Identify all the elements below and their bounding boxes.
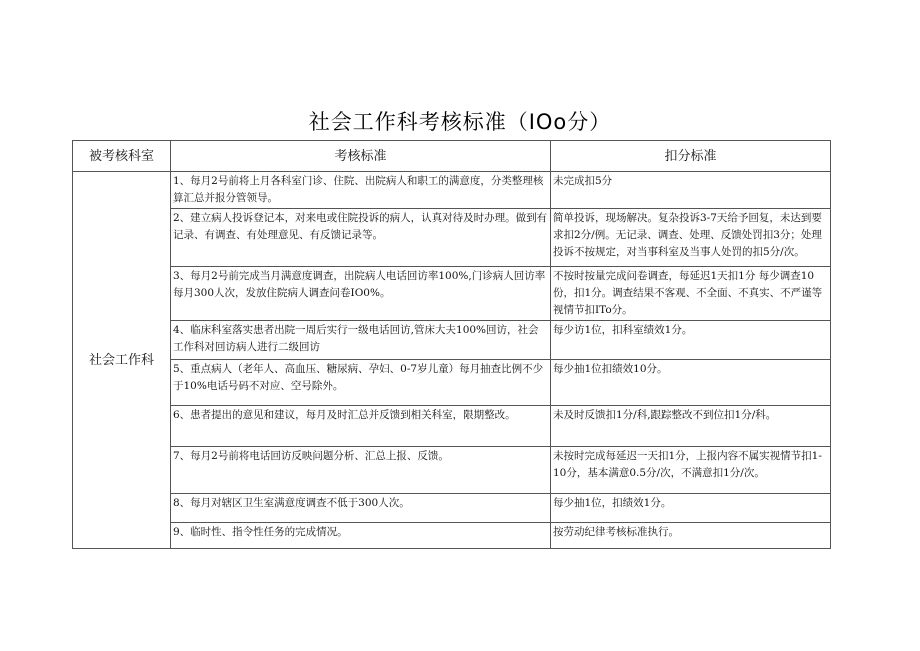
department-cell: 社会工作科 (73, 172, 171, 549)
table-row (73, 209, 831, 267)
criteria-cell: 8、每月对辖区卫生室满意度调查不低于300人次。 (171, 494, 551, 523)
criteria-cell: 9、临时性、指令性任务的完成情况。 (171, 523, 551, 549)
deduction-cell: 每少抽1位扣绩效10分。 (551, 360, 831, 406)
deduction-cell: 未按时完成每延迟一天扣1分，上报内容不属实视情节扣1-10分，基本满意0.5分/次，不满意扣1分/次。 (551, 447, 831, 494)
assessment-table (72, 140, 831, 549)
table-row (73, 172, 831, 209)
table-row (73, 494, 831, 523)
deduction-cell: 每少抽1位，扣绩效1分。 (551, 494, 831, 523)
deduction-cell: 不按时按量完成问卷调查，每延迟1天扣1分 每少调查10份，扣1分。调查结果不客观、不全面、不真实、不严谨等视情节扣ITo分。 (551, 267, 831, 321)
table-row (73, 523, 831, 549)
table-row (73, 267, 831, 321)
criteria-cell: 1、每月2号前将上月各科室门诊、住院、出院病人和职工的满意度，分类整理核算汇总并报分管领导。 (171, 172, 551, 209)
header-criteria: 考核标准 (171, 141, 551, 172)
criteria-cell: 3、每月2号前完成当月满意度调查，出院病人电话回访率100%,门诊病人回访率每月300人次，发放住院病人调查问卷IO0%。 (171, 267, 551, 321)
criteria-cell: 6、患者提出的意见和建议，每月及时汇总并反馈到相关科室，限期整改。 (171, 406, 551, 447)
deduction-cell: 每少访1位，扣科室绩效1分。 (551, 321, 831, 360)
table-row (73, 360, 831, 406)
criteria-cell: 2、建立病人投诉登记本，对来电或住院投诉的病人，认真对待及时办理。做到有记录、有调查、有处理意见、有反馈记录等。 (171, 209, 551, 267)
deduction-cell: 按劳动纪律考核标准执行。 (551, 523, 831, 549)
criteria-cell: 4、临床科室落实患者出院一周后实行一级电话回访,管床大夫100%回访，社会工作科对回访病人进行二级回访 (171, 321, 551, 360)
table-row (73, 321, 831, 360)
header-row (73, 141, 831, 172)
header-deduction: 扣分标准 (551, 141, 831, 172)
page-title: 社会工作科考核标准（IOo分） (308, 110, 612, 134)
header-department: 被考核科室 (73, 141, 171, 172)
deduction-cell: 未完成扣5分 (551, 172, 831, 209)
criteria-cell: 7、每月2号前将电话回访反映问题分析、汇总上报、反馈。 (171, 447, 551, 494)
table-row (73, 447, 831, 494)
deduction-cell: 简单投诉，现场解决。复杂投诉3-7天给予回复，未达到要求扣2分/例。无记录、调查、处理、反馈处罚扣3分；处理投诉不按规定，对当事科室及当事人处罚的扣5分/次。 (551, 209, 831, 267)
deduction-cell: 未及时反馈扣1分/科,跟踪整改不到位扣1分/科。 (551, 406, 831, 447)
table-row (73, 406, 831, 447)
criteria-cell: 5、重点病人（老年人、高血压、糖尿病、孕妇、0-7岁儿童）每月抽查比例不少于10%电话号码不对应、空号除外。 (171, 360, 551, 406)
